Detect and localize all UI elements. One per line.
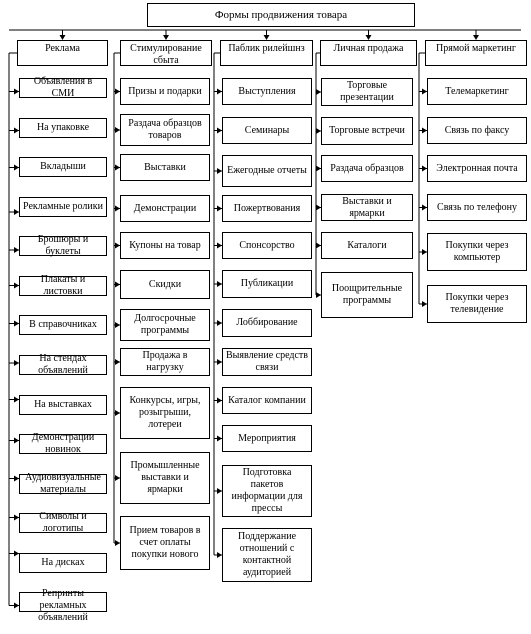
- column-1-item-4: [120, 232, 210, 259]
- column-2-item-2-label: Ежегодные отчеты: [227, 165, 307, 176]
- column-0-item-8: [19, 395, 107, 415]
- column-0-item-12: [19, 553, 107, 573]
- column-0-item-6-label: В справочниках: [29, 319, 97, 331]
- column-3-item-0-label: Торговые презентации: [340, 80, 394, 103]
- column-header-3: [320, 40, 417, 66]
- column-3-item-4: [321, 232, 413, 259]
- column-4-item-0-label: Телемаркетинг: [445, 85, 509, 97]
- column-0-item-4: [19, 236, 107, 256]
- column-3-item-1-label: Торговые встречи: [329, 125, 405, 136]
- column-1-item-6-label: Долгосрочные программы: [134, 313, 196, 336]
- column-2-item-0: [222, 78, 312, 105]
- column-3-item-1: [321, 117, 413, 145]
- column-0-item-12-label: На дисках: [41, 556, 85, 568]
- column-1-item-4-label: Купоны на товар: [129, 239, 201, 251]
- column-0-item-3-label: Рекламные ролики: [23, 200, 103, 212]
- column-3-item-5-label: Поощрительные программы: [331, 283, 403, 306]
- column-3-item-2-label: Раздача образцов: [330, 162, 404, 174]
- column-4-item-2-label: Электронная почта: [436, 162, 518, 174]
- column-1-item-7: [120, 348, 210, 376]
- column-0-item-7-label: На стендах объявлений: [38, 353, 88, 376]
- column-1-item-10-label: Прием товаров в счет оплаты покупки нового: [129, 525, 201, 560]
- column-2-item-5: [222, 270, 312, 298]
- column-2-item-1-label: Семинары: [244, 124, 290, 136]
- column-1-item-5: [120, 270, 210, 299]
- column-0-item-5: [19, 273, 107, 297]
- column-2-item-2: [222, 155, 312, 187]
- column-0-item-5-label: Плакаты и листовки: [40, 273, 86, 297]
- column-header-2: [220, 40, 313, 66]
- column-4-item-3-label: Связь по телефону: [437, 201, 517, 213]
- column-4-item-3: [427, 194, 527, 221]
- column-header-0: [17, 40, 108, 66]
- column-header-4: [425, 40, 527, 66]
- column-0-item-13: [19, 587, 107, 623]
- column-1-item-5-label: Скидки: [148, 278, 182, 290]
- column-2-item-9-label: Мероприятия: [238, 432, 296, 444]
- column-header-1-label: Стимулирование сбыта: [130, 43, 202, 66]
- column-2-item-10-label: Подготовка пакетов информации для прессы: [231, 467, 303, 514]
- column-2-item-8: [222, 387, 312, 414]
- column-1-item-2: [120, 154, 210, 181]
- column-4-item-4-label: Покупки через компьютер: [445, 240, 509, 263]
- column-0-item-9-label: Демонстрации новинок: [31, 432, 95, 456]
- column-2-item-10: [222, 465, 312, 517]
- column-3-item-3-label: Выставки и ярмарки: [342, 195, 392, 219]
- column-1-item-8-label: Конкурсы, игры, розыгрыши, лотереи: [129, 395, 201, 430]
- column-1-item-9: [120, 452, 210, 504]
- column-4-item-2: [427, 155, 527, 182]
- column-0-item-0: [19, 78, 107, 98]
- column-2-item-11-label: Поддержание отношений с контактной аудиторией: [237, 531, 297, 578]
- column-4-item-0: [427, 78, 527, 105]
- column-0-item-1-label: На упаковке: [36, 121, 90, 133]
- diagram-title-text: Формы продвижения товара: [214, 9, 348, 21]
- column-2-item-3-label: Пожертвования: [233, 202, 301, 214]
- column-1-item-2-label: Выставки: [144, 161, 186, 173]
- column-2-item-8-label: Каталог компании: [228, 394, 306, 406]
- column-1-item-0-label: Призы и подарки: [128, 85, 202, 97]
- column-1-item-0: [120, 78, 210, 105]
- column-2-item-9: [222, 425, 312, 452]
- column-1-item-7-label: Продажа в нагрузку: [142, 350, 188, 373]
- column-4-item-1-label: Связь по факсу: [444, 124, 510, 136]
- column-2-item-11: [222, 528, 312, 582]
- column-0-item-13-label: Репринты рекламных объявлений: [38, 587, 88, 623]
- column-0-item-6: [19, 315, 107, 335]
- column-header-0-label: Реклама: [45, 43, 80, 54]
- column-1-item-8: [120, 387, 210, 439]
- column-1-item-6: [120, 309, 210, 341]
- column-4-item-5: [427, 285, 527, 323]
- column-3-item-3: [321, 194, 413, 221]
- column-3-item-2: [321, 155, 413, 182]
- column-1-item-3: [120, 195, 210, 222]
- column-header-3-label: Личная продажа: [333, 43, 404, 54]
- column-3-item-0: [321, 78, 413, 106]
- column-1-item-1: [120, 114, 210, 146]
- column-header-4-label: Прямой маркетинг: [436, 43, 516, 54]
- column-header-1: [120, 40, 212, 66]
- column-4-item-5-label: Покупки через телевидение: [445, 292, 509, 315]
- column-2-item-7: [222, 348, 312, 376]
- column-1-item-10: [120, 516, 210, 570]
- column-0-item-10: [19, 471, 107, 495]
- column-2-item-7-label: Выявление средств связи: [225, 350, 308, 373]
- column-0-item-2-label: Вкладыши: [40, 161, 86, 173]
- column-0-item-9: [19, 434, 107, 454]
- column-2-item-4: [222, 232, 312, 259]
- column-header-2-label: Паблик рилейшнз: [228, 43, 305, 54]
- column-0-item-8-label: На выставках: [34, 398, 92, 410]
- column-2-item-1: [222, 117, 312, 144]
- column-2-item-3: [222, 195, 312, 222]
- column-3-item-5: [321, 272, 413, 318]
- column-1-item-1-label: Раздача образцов товаров: [128, 118, 202, 141]
- column-2-item-5-label: Публикации: [240, 278, 294, 289]
- column-0-item-0-label: Объявления в СМИ: [33, 76, 93, 99]
- column-1-item-3-label: Демонстрации: [133, 202, 197, 214]
- column-2-item-0-label: Выступления: [238, 85, 296, 97]
- column-0-item-3: [19, 197, 107, 217]
- column-0-item-10-label: Аудиовизуальные материалы: [25, 471, 101, 495]
- column-3-item-4-label: Каталоги: [347, 239, 387, 251]
- column-0-item-11-label: Символы и логотипы: [39, 511, 87, 535]
- column-0-item-2: [19, 157, 107, 177]
- column-2-item-6-label: Лоббирование: [236, 317, 298, 328]
- column-0-item-11: [19, 513, 107, 533]
- column-4-item-4: [427, 233, 527, 271]
- column-0-item-1: [19, 118, 107, 138]
- column-0-item-4-label: Брошюры и буклеты: [37, 234, 89, 258]
- column-0-item-7: [19, 355, 107, 375]
- column-4-item-1: [427, 117, 527, 144]
- column-1-item-9-label: Промышленные выставки и ярмарки: [130, 460, 200, 495]
- column-2-item-4-label: Спонсорство: [239, 239, 295, 251]
- column-2-item-6: [222, 309, 312, 337]
- diagram-title: [147, 3, 415, 27]
